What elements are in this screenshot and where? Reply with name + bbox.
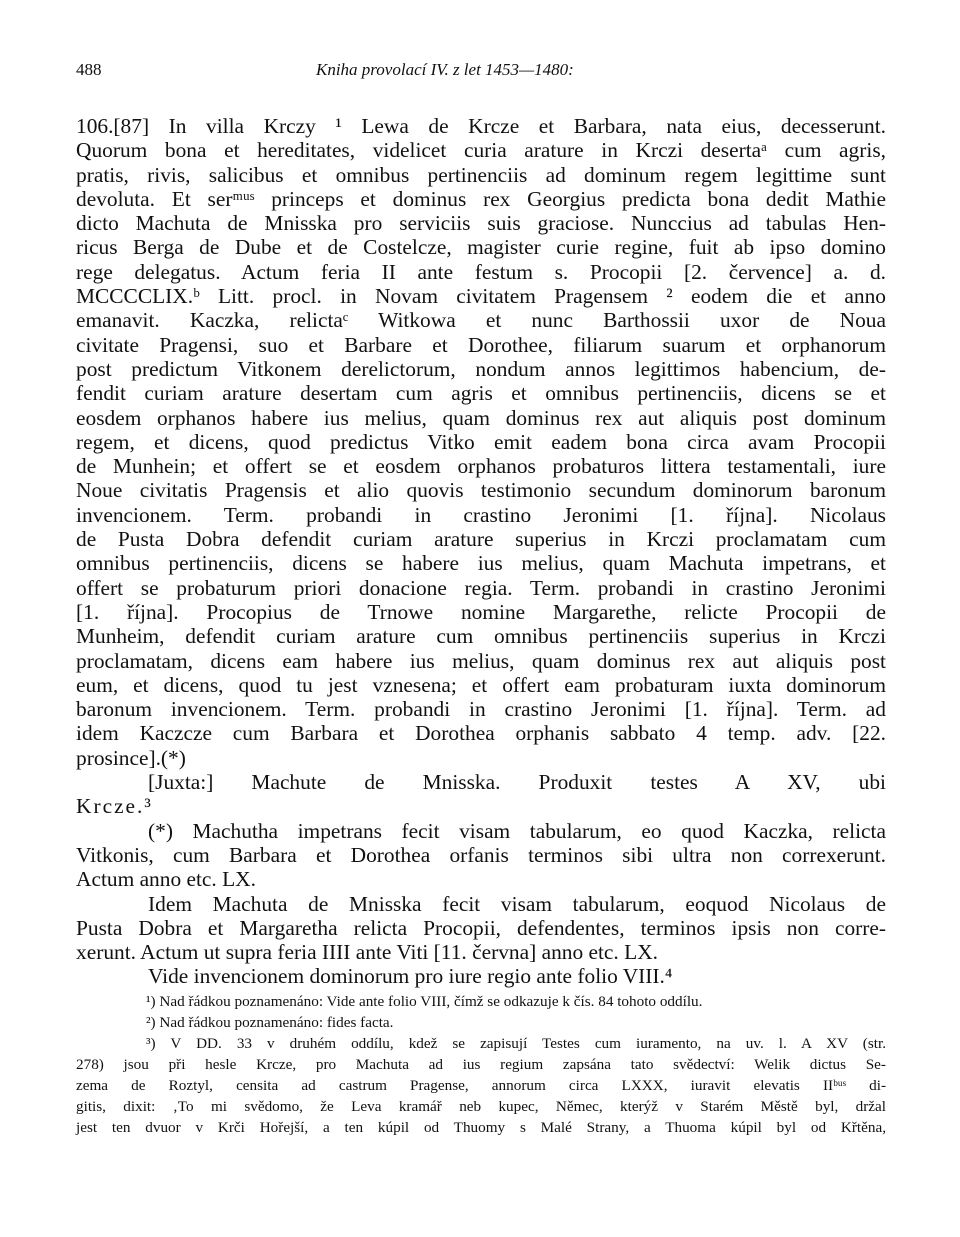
- text-line: civitate Pragensi, suo et Barbare et Dorothee, filiarum suarum et orphanorum: [76, 332, 886, 357]
- footnote: 278) jsou při hesle Krcze, pro Machuta ad ius regium zapsána tato svědectví: Welik dictus Se-: [76, 1055, 886, 1073]
- addendum-line: Idem Machuta de Mnisska fecit visam tabularum, eoquod Nicolaus de: [148, 891, 886, 916]
- text-line: omnibus pertinenciis, dicens se habere ius melius, quam Machuta impetrans, et: [76, 551, 886, 576]
- addendum-line: (*) Machutha impetrans fecit visam tabularum, eo quod Kaczka, relicta: [148, 818, 886, 843]
- footnote: gitis, dixit: ‚To mi svědomo, že Leva kramář neb kupec, Němec, kterýž v Starém Městě byl, držal: [76, 1097, 886, 1115]
- text-line: proclamatam, dicens eam habere ius melius, quam dominus rex aut aliquis post: [76, 648, 886, 673]
- text-line: de Pusta Dobra defendit curiam arature superius in Krczi proclamatam cum: [76, 527, 886, 552]
- footnote: ²) Nad řádkou poznamenáno: fides facta.: [146, 1013, 394, 1031]
- juxta-line: [Juxta:] Machute de Mnisska. Produxit testes A XV, ubi: [148, 770, 886, 795]
- text-line: baronum invencionem. Term. probandi in crastino Jeronimi [1. října]. Term. ad: [76, 697, 886, 722]
- text-line: eum, et dicens, quod tu jest vznesena; et offert eam probaturam iuxta dominorum: [76, 672, 886, 697]
- text-line: prosince].(*): [76, 745, 186, 770]
- text-line: regem, et dicens, quod predictus Vitko emit eadem bona circa avam Procopii: [76, 429, 886, 454]
- footnote: ³) V DD. 33 v druhém oddílu, kdež se zapisují Testes cum iuramento, na uv. l. A XV (str.: [146, 1034, 886, 1052]
- footnotes: [76, 991, 886, 1138]
- text-line: Noue civitatis Pragensis et alio quovis testimonio secundum dominorum baronum: [76, 478, 886, 503]
- juxta-line: Krcze.³: [76, 794, 153, 819]
- text-line: [1. října]. Procopius de Trnowe nomine Margarethe, relicte Procopii de: [76, 599, 886, 624]
- text-line: Quorum bona et hereditates, videlicet curia arature in Krczi desertaᵃ cum agris,: [76, 138, 886, 163]
- text-line: invencionem. Term. probandi in crastino Jeronimi [1. října]. Nicolaus: [76, 502, 886, 527]
- text-line: 106.[87] In villa Krczy ¹ Lewa de Krcze et Barbara, nata eius, decesserunt.: [76, 114, 886, 138]
- text-line: offert se probaturum priori donacione regia. Term. probandi in crastino Jeronimi: [76, 575, 886, 600]
- addendum-line: Pusta Dobra et Margaretha relicta Procopii, defendentes, terminos ipsis non corre-: [76, 915, 886, 940]
- text-line: MCCCCLIX.ᵇ Litt. procl. in Novam civitatem Pragensem ² eodem die et anno: [76, 284, 886, 309]
- document-page: [76, 60, 886, 1138]
- text-line: eosdem orphanos habere ius melius, quam dominus rex aut aliquis post dominum: [76, 405, 886, 430]
- text-line: Munheim, defendit curiam arature cum omnibus pertinenciis superius in Krczi: [76, 624, 886, 649]
- main-text: [76, 114, 886, 989]
- running-title: Kniha provolací IV. z let 1453—1480:: [316, 60, 574, 79]
- footnote: zema de Roztyl, censita ad castrum Pragense, annorum circa LXXX, iuravit elevatis IIᵇᵘˢ di-: [76, 1076, 886, 1094]
- footnote: jest ten dvuor v Krči Hořejší, a ten kúpil od Thuomy s Malé Strany, a Thuoma kúpil byl od Křtěna,: [76, 1118, 886, 1136]
- text-line: dicto Machuta de Mnisska pro serviciis suis graciose. Nunccius ad tabulas Hen-: [76, 211, 886, 236]
- text-line: devoluta. Et serᵐᵘˢ princeps et dominus rex Georgius predicta bona dedit Mathie: [76, 186, 886, 211]
- page-number: 488: [76, 60, 102, 79]
- footnote: ¹) Nad řádkou poznamenáno: Vide ante folio VIII, čímž se odkazuje k čís. 84 tohoto oddílu.: [146, 992, 703, 1010]
- addendum-line: Vide invencionem dominorum pro iure regio ante folio VIII.⁴: [148, 964, 673, 989]
- addendum-line: xerunt. Actum ut supra feria IIII ante Viti [11. června] anno etc. LX.: [76, 940, 658, 965]
- text-line: idem Kaczcze cum Barbara et Dorothea orphanis sabbato 4 temp. adv. [22.: [76, 721, 886, 746]
- text-line: fendit curiam arature desertam cum agris et omnibus pertinenciis, dicens se et: [76, 381, 886, 406]
- text-line: pratis, rivis, salicibus et omnibus pertinenciis ad dominum regem legittime sunt: [76, 162, 886, 187]
- text-line: post predictum Vitkonem derelictorum, nondum annos legittimos habencium, de-: [76, 356, 886, 381]
- addendum-line: Actum anno etc. LX.: [76, 867, 256, 892]
- text-line: rege delegatus. Actum feria II ante festum s. Procopii [2. července] a. d.: [76, 259, 886, 284]
- addendum-line: Vitkonis, cum Barbara et Dorothea orfanis terminos sibi ultra non correxerunt.: [76, 842, 886, 867]
- text-line: ricus Berga de Dube et de Costelcze, magister curie regine, fuit ab ipso domino: [76, 235, 886, 260]
- text-line: de Munhein; et offert se et eosdem orphanos probaturos littera testamentali, iure: [76, 454, 886, 479]
- page-header: [76, 60, 886, 86]
- text-line: emanavit. Kaczka, relictaᶜ Witkowa et nunc Barthossii uxor de Noua: [76, 308, 886, 333]
